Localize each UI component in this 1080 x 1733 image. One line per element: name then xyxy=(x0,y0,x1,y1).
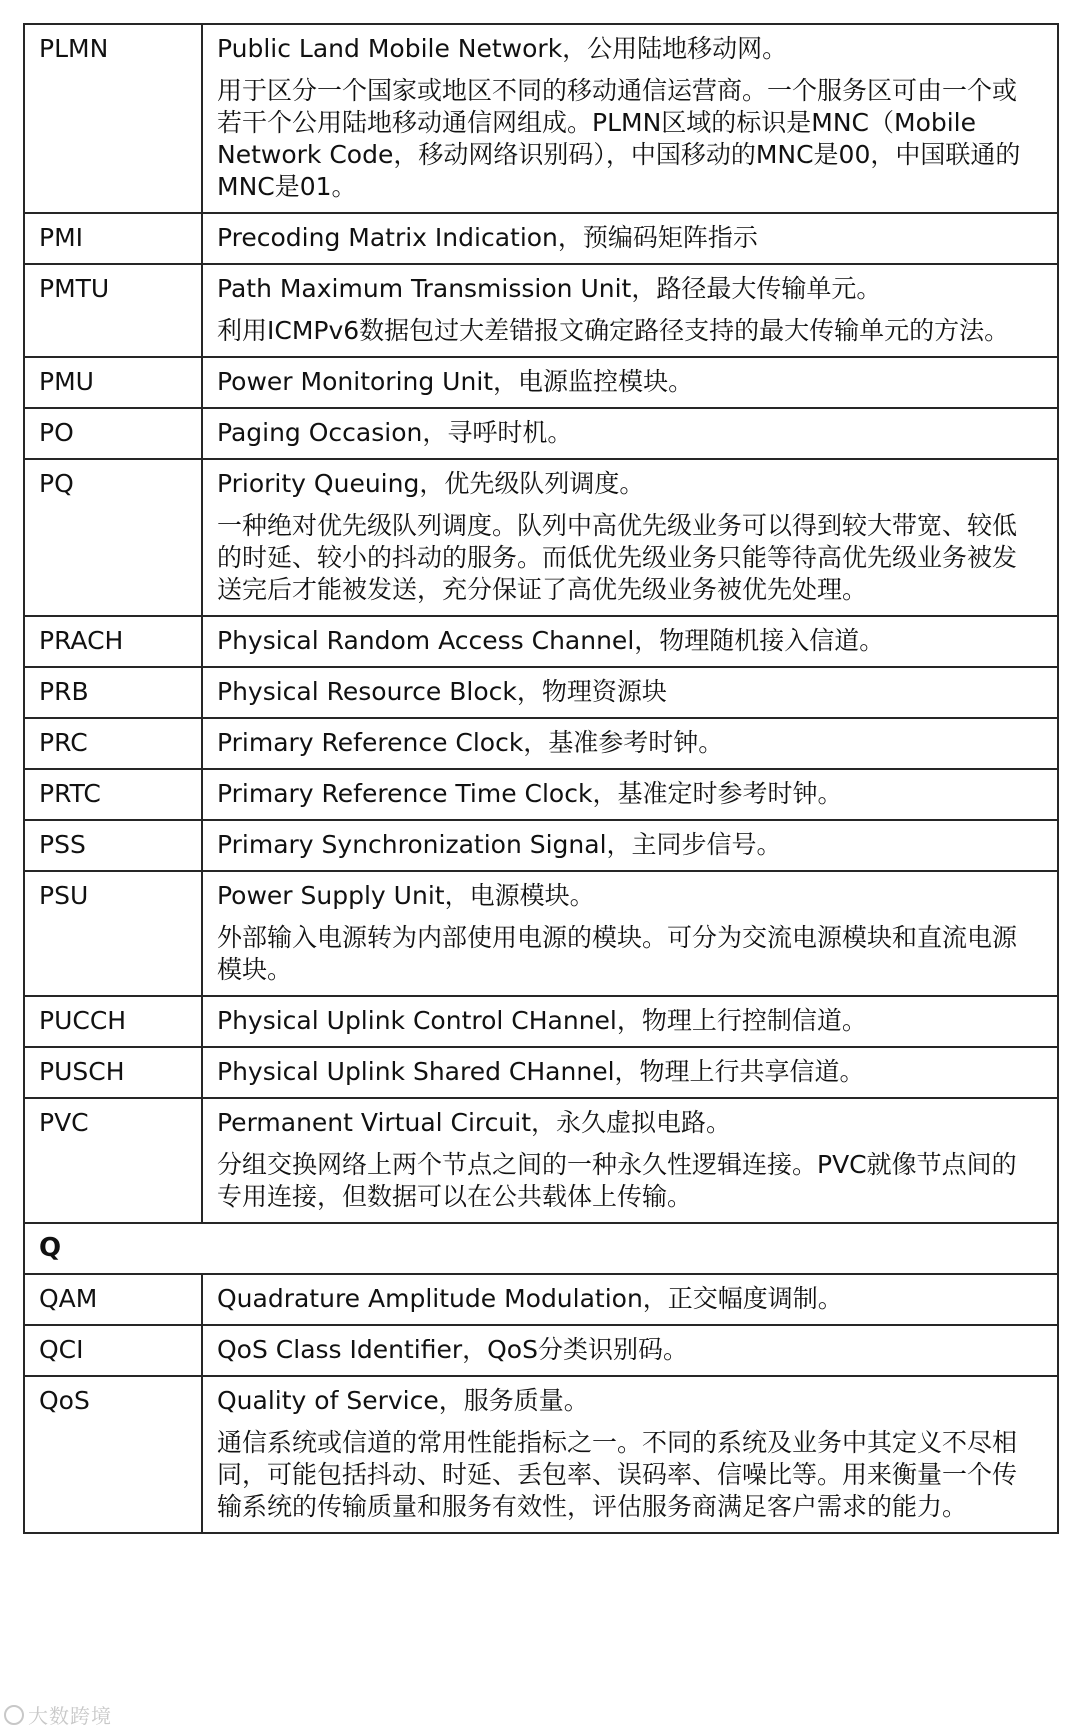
term-definition: QoS Class Identifier，QoS分类识别码。 xyxy=(217,1335,688,1364)
term-description-cell xyxy=(202,871,1058,996)
term-description-cell xyxy=(202,1325,1058,1376)
glossary-row xyxy=(24,1098,1058,1223)
term-definition: Permanent Virtual Circuit，永久虚拟电路。 xyxy=(217,1108,732,1137)
term-definition: Physical Random Access Channel，物理随机接入信道。 xyxy=(217,626,885,655)
term-explanation: 一种绝对优先级队列调度。队列中高优先级业务可以得到较大带宽、较低的时延、较小的抖动的服务。而低优先级业务只能等待高优先级业务被发送完后才能被发送，充分保证了高优先级业务被优先处理。 xyxy=(217,511,1018,604)
term-explanation: 分组交换网络上两个节点之间的一种永久性逻辑连接。PVC就像节点间的专用连接，但数据可以在公共载体上传输。 xyxy=(217,1150,1017,1211)
term-description-cell xyxy=(202,616,1058,667)
term-description-cell xyxy=(202,667,1058,718)
glossary-row xyxy=(24,667,1058,718)
term-definition: Primary Reference Clock，基准参考时钟。 xyxy=(217,728,724,757)
term-description-cell xyxy=(202,1274,1058,1325)
term-definition: Public Land Mobile Network，公用陆地移动网。 xyxy=(217,34,788,63)
term-description-cell xyxy=(202,996,1058,1047)
term-description-cell xyxy=(202,459,1058,616)
term-abbreviation: QCI xyxy=(24,1325,202,1376)
term-description-cell xyxy=(202,408,1058,459)
term-description-cell xyxy=(202,357,1058,408)
glossary-row xyxy=(24,1047,1058,1098)
term-definition: Physical Uplink Control CHannel，物理上行控制信道。 xyxy=(217,1006,867,1035)
term-abbreviation: PSU xyxy=(24,871,202,996)
term-abbreviation: PRC xyxy=(24,718,202,769)
term-definition: Precoding Matrix Indication，预编码矩阵指示 xyxy=(217,223,758,252)
term-abbreviation: PVC xyxy=(24,1098,202,1223)
glossary-row xyxy=(24,871,1058,996)
term-definition: Physical Resource Block，物理资源块 xyxy=(217,677,667,706)
glossary-row xyxy=(24,24,1058,213)
term-definition: Power Monitoring Unit，电源监控模块。 xyxy=(217,367,694,396)
term-abbreviation: PMU xyxy=(24,357,202,408)
glossary-row xyxy=(24,769,1058,820)
term-definition: Priority Queuing，优先级队列调度。 xyxy=(217,469,645,498)
glossary-row xyxy=(24,616,1058,667)
glossary-table xyxy=(23,23,1059,1534)
term-abbreviation: QoS xyxy=(24,1376,202,1533)
term-abbreviation: PMI xyxy=(24,213,202,264)
term-abbreviation: PRTC xyxy=(24,769,202,820)
term-description-cell xyxy=(202,264,1058,357)
term-abbreviation: PMTU xyxy=(24,264,202,357)
term-description-cell xyxy=(202,718,1058,769)
term-abbreviation: PLMN xyxy=(24,24,202,213)
glossary-row xyxy=(24,820,1058,871)
term-abbreviation: PRB xyxy=(24,667,202,718)
term-abbreviation: PUCCH xyxy=(24,996,202,1047)
term-abbreviation: PUSCH xyxy=(24,1047,202,1098)
term-explanation: 利用ICMPv6数据包过大差错报文确定路径支持的最大传输单元的方法。 xyxy=(217,316,1010,345)
glossary-body xyxy=(24,24,1058,1533)
term-definition: Paging Occasion，寻呼时机。 xyxy=(217,418,573,447)
term-description-cell xyxy=(202,820,1058,871)
glossary-row xyxy=(24,357,1058,408)
glossary-row xyxy=(24,718,1058,769)
term-abbreviation: PO xyxy=(24,408,202,459)
term-description-cell xyxy=(202,213,1058,264)
watermark-logo-icon xyxy=(4,1705,24,1725)
glossary-row xyxy=(24,1325,1058,1376)
term-definition: Physical Uplink Shared CHannel，物理上行共享信道。 xyxy=(217,1057,865,1086)
term-abbreviation: QAM xyxy=(24,1274,202,1325)
glossary-row xyxy=(24,459,1058,616)
term-abbreviation: PSS xyxy=(24,820,202,871)
term-definition: Quadrature Amplitude Modulation，正交幅度调制。 xyxy=(217,1284,843,1313)
term-definition: Primary Reference Time Clock，基准定时参考时钟。 xyxy=(217,779,843,808)
section-header-row xyxy=(24,1223,1058,1274)
watermark xyxy=(4,1700,112,1729)
glossary-row xyxy=(24,1376,1058,1533)
term-definition: Primary Synchronization Signal，主同步信号。 xyxy=(217,830,782,859)
term-explanation: 用于区分一个国家或地区不同的移动通信运营商。一个服务区可由一个或若干个公用陆地移动通信网组成。PLMN区域的标识是MNC（Mobile Network Code，移动网络识别码），中国移动的MNC是00，中国联通的MNC是01。 xyxy=(217,76,1021,201)
term-description-cell xyxy=(202,1098,1058,1223)
glossary-row xyxy=(24,1274,1058,1325)
term-explanation: 通信系统或信道的常用性能指标之一。不同的系统及业务中其定义不尽相同，可能包括抖动、时延、丢包率、误码率、信噪比等。用来衡量一个传输系统的传输质量和服务有效性，评估服务商满足客户需求的能力。 xyxy=(217,1428,1018,1521)
glossary-row xyxy=(24,408,1058,459)
glossary-row xyxy=(24,213,1058,264)
section-letter: Q xyxy=(24,1223,1058,1274)
term-definition: Path Maximum Transmission Unit，路径最大传输单元。 xyxy=(217,274,882,303)
glossary-row xyxy=(24,996,1058,1047)
glossary-row xyxy=(24,264,1058,357)
term-explanation: 外部输入电源转为内部使用电源的模块。可分为交流电源模块和直流电源模块。 xyxy=(217,923,1018,984)
term-abbreviation: PQ xyxy=(24,459,202,616)
term-description-cell xyxy=(202,769,1058,820)
term-description-cell xyxy=(202,1047,1058,1098)
term-abbreviation: PRACH xyxy=(24,616,202,667)
term-definition: Power Supply Unit，电源模块。 xyxy=(217,881,595,910)
term-description-cell xyxy=(202,24,1058,213)
term-definition: Quality of Service，服务质量。 xyxy=(217,1386,589,1415)
watermark-text: 大数跨境 xyxy=(28,1704,112,1728)
term-description-cell xyxy=(202,1376,1058,1533)
